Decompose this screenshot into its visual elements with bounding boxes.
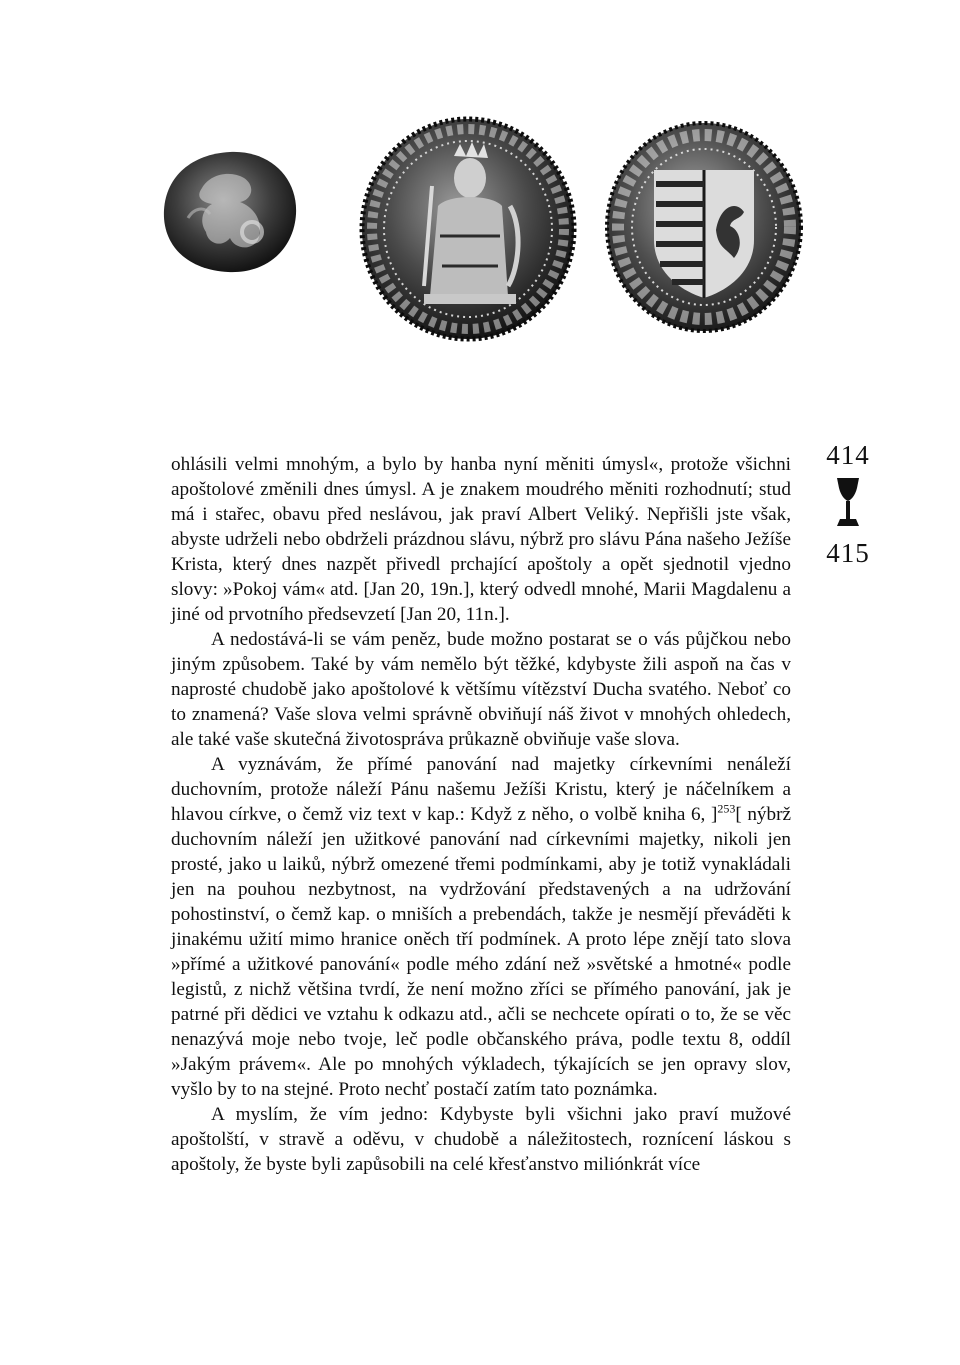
paragraph: [171, 1102, 791, 1177]
paragraph-text: A nedostává-li se vám peněz, bude možno postarat se o vás půjčkou nebo jiným způsobem. Také by vám nemělo být těžké, kdybyste žili aspoň na čas v naprosté chudobě jako apoštolové k většímu vítězství Ducha svatého. Neboť co to znamená? Vaše slova velmi správně obviňují náš život v mnohých ohledech, ale také vaše skutečná životospráva průkazně obviňuje vaše slova.: [171, 629, 791, 750]
paragraph-text: A vyznávám, že přímé panování nad majetky církevními nenáleží duchovním, protože náleží Pánu našemu Ježíši Kristu, který je náčelníkem a hlavou církve, o čemž viz text v kap.: Když z něho, o volbě kniha 6, ]: [171, 754, 791, 825]
lion-bracteate-coin-icon: [160, 148, 300, 276]
heraldic-shield-gold-coin-icon: [604, 120, 804, 334]
paragraph: [171, 452, 791, 627]
folio-marker: 253: [717, 801, 736, 816]
chalice-icon: [834, 476, 862, 532]
page-number-marker: [818, 440, 878, 568]
paragraph-text: [ nýbrž duchovním náleží jen užitkové panování nad církevními majetky, nikoli jen prosté, jako u laiků, nýbrž omezené třemi podmínkami, aby je totiž vynakládali jen na pouhou nezbytnost, na vydržování představených a na udržování pohostinství, o čemž kap. o mniších a prebendách, takže je nesmějí převáděti k jinakému užití mimo hranice oněch tří podmínek. A proto lépe znějí tato slova »přímé a užitkové panování« podle mého zdání než »světské a hmotné« podle legistů, z nichž většina tvrdí, že není možno zříci se přímého panování, jak je patrné při dědici ve vztahu k odkazu atd., ačli se nechcete opírati o to, že se věc nenazývá moje nebo tvoje, leč podle občanského práva, podle textu 8, oddíl »Jakým právem«. Ale po mnohých výkladech, týkajících se jen opravy slov, vyšlo by to na stejné. Proto nechť postačí zatím tato poznámka.: [171, 804, 792, 1100]
main-text: [171, 452, 791, 1177]
page-number-left: 414: [826, 440, 870, 470]
page-number-right: 415: [826, 538, 870, 568]
paragraph-text: ohlásili velmi mnohým, a bylo by hanba nyní měniti úmysl«, protože všichni apoštolové změnili dnes úmysl. A je znakem moudrého měniti rozhodnutí; stud má i stařec, obavu před neslávou, jak praví Albert Veliký. Nepřišli jste však, abyste udrželi nebo obdrželi prázdnou slávu, nýbrž pro slávu Pána našeho Ježíše Krista, který dnes nazpět přivedl prchající apoštoly a opět sjednotil vjedno slovy: »Pokoj vám« atd. [Jan 20, 19n.], který odvedl mnohé, Marii Magdalenu a jiné od prvotního předsevzetí [Jan 20, 11n.].: [171, 454, 791, 625]
paragraph: [171, 627, 791, 752]
paragraph-text: A myslím, že vím jedno: Kdybyste byli všichni jako praví mužové apoštolští, v stravě a oděvu, v chudobě a náležitostech, roznícení láskou s apoštoly, že byste byli zapůsobili na celé křesťanstvo miliónkrát více: [171, 1104, 791, 1175]
saint-ladislaus-gold-coin-icon: [358, 116, 578, 342]
coin-illustrations: [0, 0, 960, 400]
paragraph: [171, 752, 791, 1102]
